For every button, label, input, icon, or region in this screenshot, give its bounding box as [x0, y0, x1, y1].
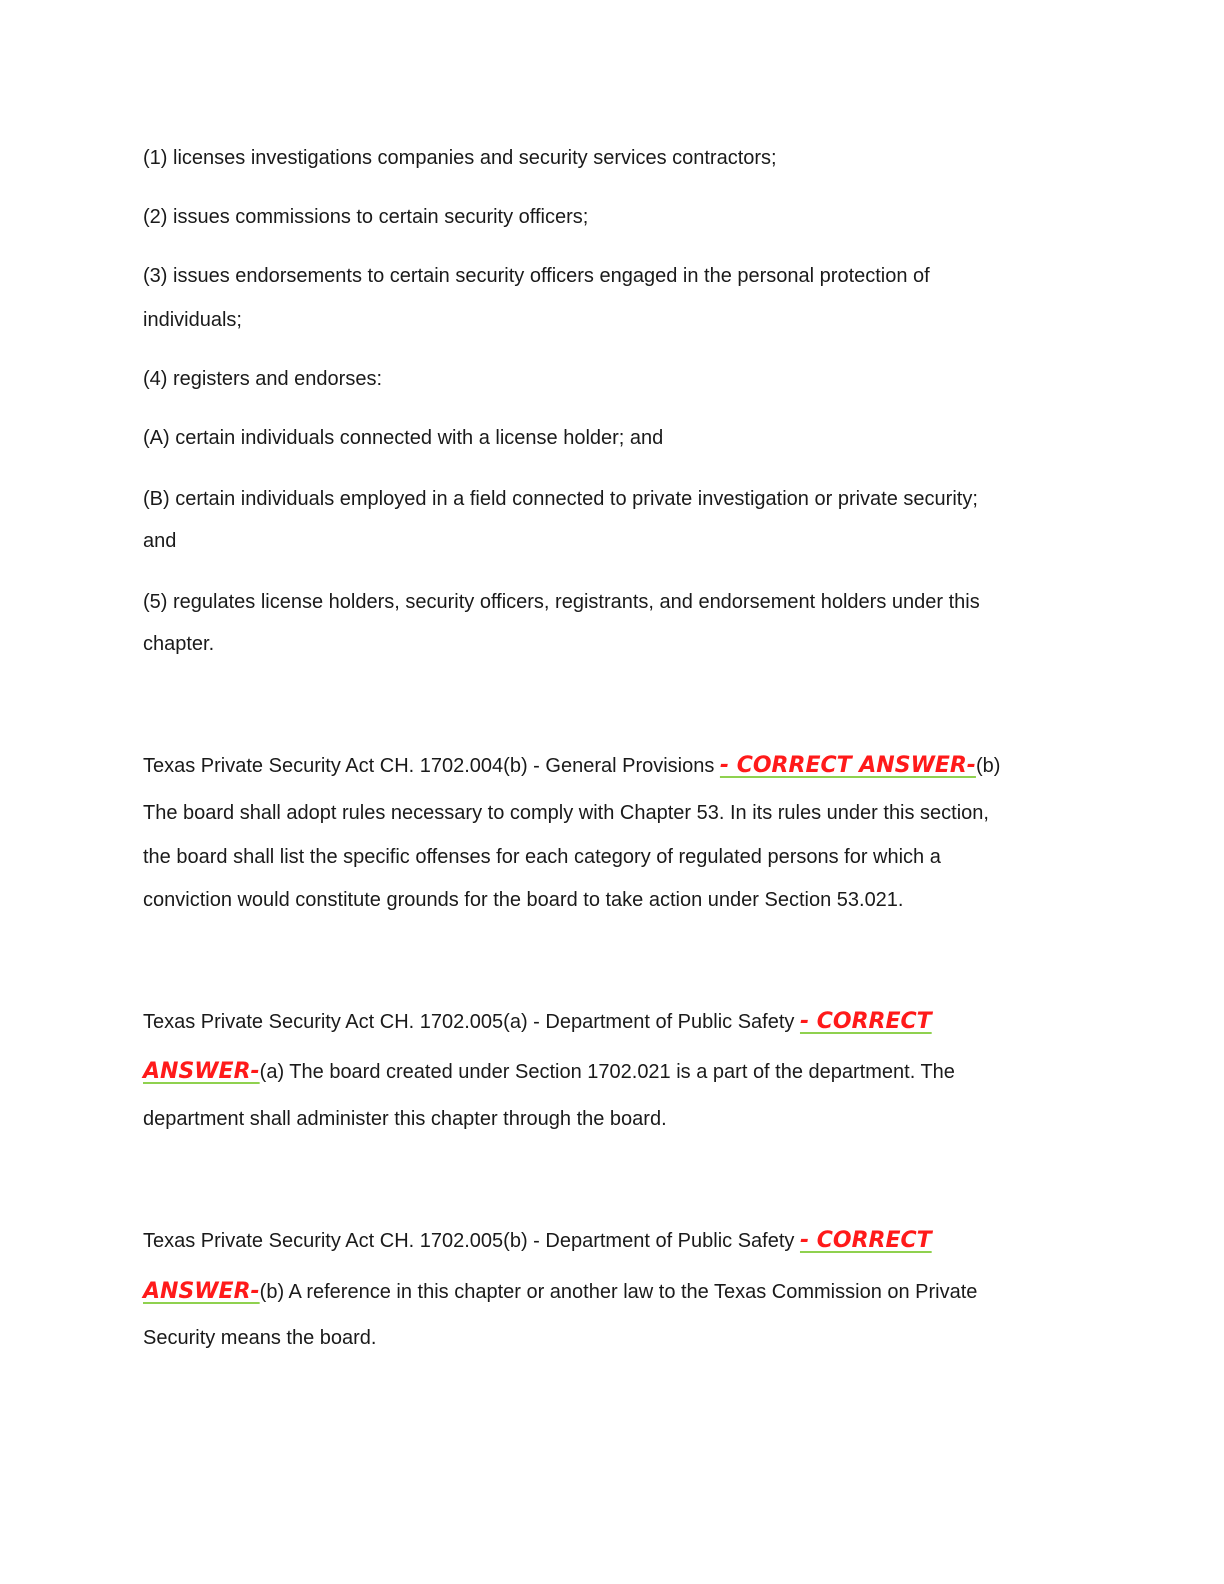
list-item-4b-cont: and [143, 530, 177, 552]
entry-1-answer-start: (b) [975, 755, 1001, 777]
list-item-5-cont: chapter. [143, 633, 215, 655]
entry-2-answer-start: (a) The board created under Section 1702.021 is a part of the department. The [259, 1061, 955, 1083]
entry-2-question: Texas Private Security Act CH. 1702.005(a) - Department of Public Safety [143, 1011, 800, 1033]
correct-answer-marker: - CORRECT [799, 1228, 932, 1253]
list-item-3: (3) issues endorsements to certain security officers engaged in the personal protection of [143, 265, 930, 287]
entry-3-answer-start: (b) A reference in this chapter or another law to the Texas Commission on Private [259, 1281, 978, 1303]
list-item-4a: (A) certain individuals connected with a license holder; and [143, 427, 664, 449]
list-item-3-cont: individuals; [143, 309, 242, 331]
correct-answer-marker-cont: ANSWER- [143, 1059, 260, 1084]
entry-1-question-line [143, 753, 1083, 779]
entry-3-question: Texas Private Security Act CH. 1702.005(b) - Department of Public Safety [143, 1230, 800, 1252]
correct-answer-marker-cont: ANSWER- [143, 1279, 260, 1304]
entry-3-question-line [143, 1228, 1083, 1254]
correct-answer-marker: - CORRECT [799, 1009, 932, 1034]
entry-1-answer-line-1: The board shall adopt rules necessary to comply with Chapter 53. In its rules under this section, [143, 802, 989, 824]
list-item-1: (1) licenses investigations companies and security services contractors; [143, 147, 777, 169]
entry-2-answer-line [143, 1059, 1083, 1085]
entry-3-answer-line [143, 1279, 1083, 1305]
entry-2-question-line [143, 1009, 1083, 1035]
correct-answer-marker: - CORRECT ANSWER- [719, 753, 976, 778]
entry-1-answer-line-2: the board shall list the specific offenses for each category of regulated persons for which a [143, 846, 941, 868]
entry-1-question: Texas Private Security Act CH. 1702.004(b) - General Provisions [143, 755, 720, 777]
list-item-5: (5) regulates license holders, security officers, registrants, and endorsement holders under this [143, 591, 980, 613]
entry-2-answer-line-2: department shall administer this chapter through the board. [143, 1108, 667, 1130]
entry-1-answer-line-3: conviction would constitute grounds for the board to take action under Section 53.021. [143, 889, 904, 911]
list-item-4: (4) registers and endorses: [143, 368, 383, 390]
entry-3-answer-line-2: Security means the board. [143, 1327, 377, 1349]
list-item-2: (2) issues commissions to certain security officers; [143, 206, 589, 228]
list-item-4b: (B) certain individuals employed in a field connected to private investigation or private security; [143, 488, 978, 510]
